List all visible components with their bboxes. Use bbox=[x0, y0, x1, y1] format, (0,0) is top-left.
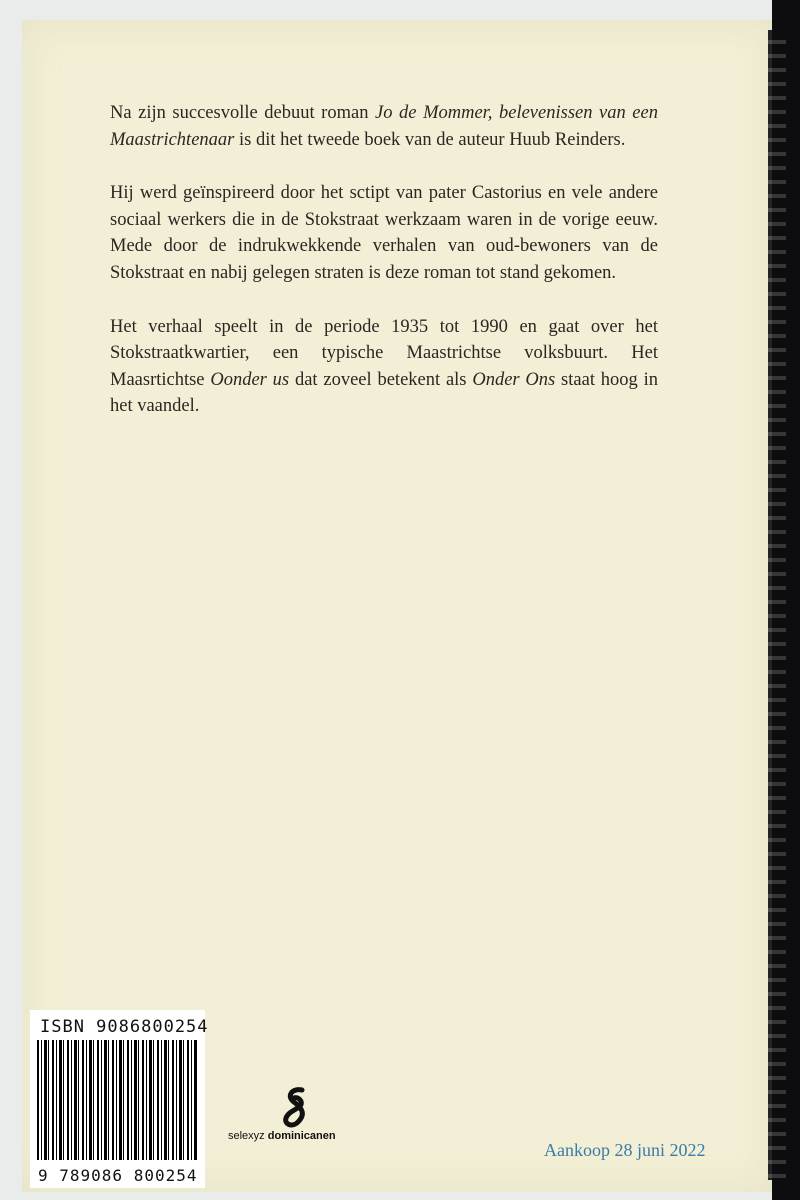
blurb-paragraph-1 bbox=[110, 100, 658, 153]
blurb-paragraph-3 bbox=[110, 314, 658, 420]
barcode-number: 9 789086 800254 bbox=[38, 1166, 198, 1185]
blurb-paragraph-2 bbox=[110, 180, 658, 286]
publisher-name-light: selexyz bbox=[228, 1130, 265, 1142]
binding-edge bbox=[768, 30, 786, 1180]
blurb-text-span: dat zoveel betekent als bbox=[289, 369, 473, 390]
book-title-reference: Jo de Mommer, belevenissen van een Maastrichtenaar bbox=[110, 103, 658, 150]
blurb-text-span: is dit het tweede boek van de auteur Huub Reinders. bbox=[234, 129, 626, 150]
publisher-name-bold: dominicanen bbox=[267, 1130, 336, 1142]
publisher-logo-icon bbox=[278, 1086, 314, 1130]
translation-phrase: Onder Ons bbox=[472, 369, 556, 390]
blurb-text bbox=[110, 100, 658, 447]
dialect-phrase: Oonder us bbox=[210, 369, 290, 390]
blurb-text-span: staat hoog in het vaandel. bbox=[110, 369, 658, 417]
isbn-label: ISBN 9086800254 bbox=[40, 1017, 209, 1037]
blurb-text-span: Na zijn succesvolle debuut roman bbox=[110, 103, 376, 123]
publisher-name bbox=[228, 1130, 336, 1142]
barcode-icon bbox=[37, 1040, 197, 1160]
blurb-text-span: Het verhaal speelt in de periode 1935 tot 1990 en gaat over het Stokstraatkwartier, een typische Maastrichtse volksbuurt. Het Maasrtichtse bbox=[110, 316, 658, 390]
purchase-note: Aankoop 28 juni 2022 bbox=[544, 1140, 706, 1160]
blurb-text-span: Hij werd geïnspireerd door het sctipt van pater Castorius en vele andere sociaal werkers die in de Stokstraat werkzaam waren in de vorige eeuw. Mede door de indrukwekkende verhalen van oud-bewoners van de Stokstraat en nabij gelegen straten is deze roman tot stand gekomen. bbox=[110, 183, 658, 283]
